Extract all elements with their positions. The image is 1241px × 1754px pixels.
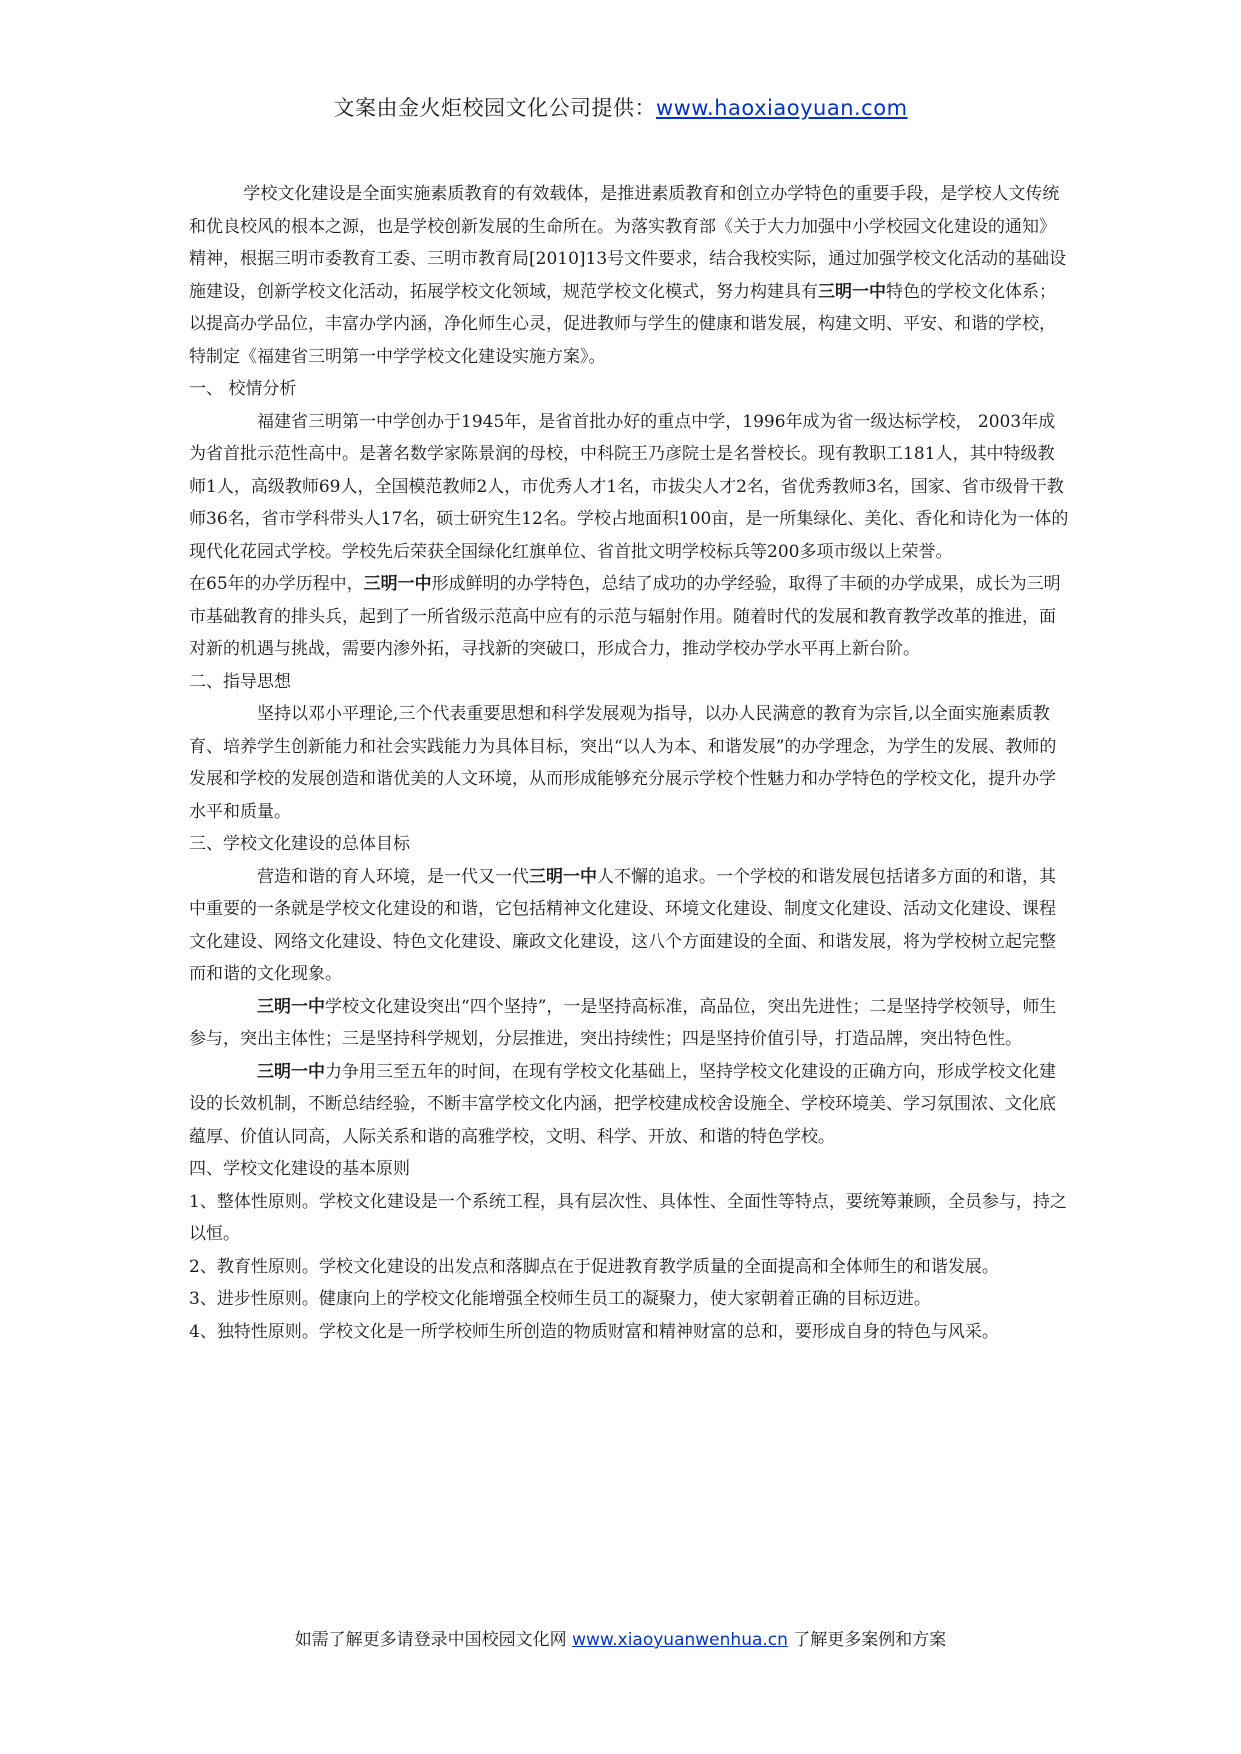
brand-name: 三明一中: [818, 281, 886, 302]
footer-text-suffix: 了解更多案例和方案: [787, 1630, 947, 1650]
principle-item-4: 4、独特性原则。学校文化是一所学校师生所创造的物质财富和精神财富的总和，要形成自身的特色与风采。: [189, 1321, 999, 1342]
section3-paragraph-3: [189, 1056, 1069, 1154]
section3-text-a: 营造和谐的育人环境，是一代又一代: [257, 866, 529, 887]
section-heading-3: 三、学校文化建设的总体目标: [189, 834, 410, 854]
footer-text-prefix: 如需了解更多请登录中国校园文化网: [294, 1630, 573, 1650]
brand-name: 三明一中: [529, 866, 597, 887]
principle-item-2: 2、教育性原则。学校文化建设的出发点和落脚点在于促进教育教学质量的全面提高和全体师生的和谐发展。: [189, 1256, 999, 1277]
header-link[interactable]: www.haoxiaoyuan.com: [655, 96, 908, 120]
brand-name: 三明一中: [363, 574, 432, 594]
section1-text-a: 在65年的办学历程中，: [189, 574, 364, 594]
section1-paragraph-1: 福建省三明第一中学创办于1945年，是省首批办好的重点中学，1996年成为省一级达标学校， 2003年成为省首批示范性高中。是著名数学家陈景润的母校，中科院王乃彦院士是名誉校长。现有教职工181人，其中特级教师1人，高级教师69人，全国模范教师2人，市优秀人才1名，市拔尖人才2名，省优秀教师3名，国家、省市级骨干教师36名，省市学科带头人17名，硕士研究生12名。学校占地面积100亩，是一所集绿化、美化、香化和诗化为一体的现代化花园式学校。学校先后荣获全国绿化红旗单位、省首批文明学校标兵等200多项市级以上荣誉。: [189, 411, 1069, 562]
section2-paragraph-1: 坚持以邓小平理论,三个代表重要思想和科学发展观为指导，以办人民满意的教育为宗旨,以全面实施素质教育、培养学生创新能力和社会实践能力为具体目标，突出“以人为本、和谐发展”的办学理念，为学生的发展、教师的发展和学校的发展创造和谐优美的人文环境，从而形成能够充分展示学校个性魅力和办学特色的学校文化，提升办学水平和质量。: [189, 704, 1057, 822]
intro-paragraph: [189, 178, 1069, 373]
section3-paragraph-2: [189, 991, 1069, 1056]
brand-name: 三明一中: [257, 996, 325, 1017]
section3-text-c: 学校文化建设突出“四个坚持”，一是坚持高标准，高品位，突出先进性；二是坚持学校领导，师生参与，突出主体性；三是坚持科学规划，分层推进，突出持续性；四是坚持价值引导，打造品牌，突出特色性。: [189, 996, 1057, 1049]
principle-item-1: 1、整体性原则。学校文化建设是一个系统工程，具有层次性、具体性、全面性等特点，要统筹兼顾，全员参与，持之以恒。: [189, 1191, 1067, 1244]
page-header: [0, 92, 1241, 122]
document-body: [189, 178, 1069, 1348]
footer-link[interactable]: www.xiaoyuanwenhua.cn: [572, 1630, 788, 1650]
section-heading-4: 四、学校文化建设的基本原则: [189, 1159, 410, 1179]
intro-text-a: 学校文化建设是全面实施素质教育的有效载体，是推进素质教育和创立办学特色的重要手段，是学校人文传统和优良校风的根本之源，也是学校创新发展的生命所在。为落实教育部《关于大力加强中小学校园文化建设的通知》精神，根据三明市委教育工委、三明市教育局[2010]13号文件要求，结合我校实际，通过加强学校文化活动的基础设施建设，创新学校文化活动，拓展学校文化领域，规范学校文化模式，努力构建具有: [189, 184, 1067, 302]
header-text: 文案由金火炬校园文化公司提供：: [333, 96, 656, 120]
section1-text-b: 形成鲜明的办学特色，总结了成功的办学经验，取得了丰硕的办学成果，成长为三明市基础教育的排头兵，起到了一所省级示范高中应有的示范与辐射作用。随着时代的发展和教育教学改革的推进，面对新的机遇与挑战，需要内渗外拓，寻找新的突破口，形成合力，推动学校办学水平再上新台阶。: [189, 574, 1061, 659]
section3-paragraph-1: [189, 861, 1069, 991]
page-footer: [0, 1625, 1241, 1650]
section-heading-1: 一、 校情分析: [189, 379, 297, 399]
section3-text-b: 人不懈的追求。一个学校的和谐发展包括诸多方面的和谐，其中重要的一条就是学校文化建设的和谐，它包括精神文化建设、环境文化建设、制度文化建设、活动文化建设、课程文化建设、网络文化建设、特色文化建设、廉政文化建设，这八个方面建设的全面、和谐发展，将为学校树立起完整而和谐的文化现象。: [189, 866, 1056, 984]
section3-text-d: 力争用三至五年的时间，在现有学校文化基础上，坚持学校文化建设的正确方向，形成学校文化建设的长效机制，不断总结经验，不断丰富学校文化内涵，把学校建成校舍设施全、学校环境美、学习氛围浓、文化底蕴厚、价值认同高，人际关系和谐的高雅学校，文明、科学、开放、和谐的特色学校。: [189, 1061, 1056, 1147]
section1-paragraph-2: [189, 568, 1069, 666]
intro-text-b: 特色的学校文化体系；以提高办学品位，丰富办学内涵，净化师生心灵，促进教师与学生的健康和谐发展，构建文明、平安、和谐的学校，特制定《福建省三明第一中学学校文化建设实施方案》。: [189, 281, 1056, 367]
brand-name: 三明一中: [257, 1061, 325, 1082]
principle-item-3: 3、进步性原则。健康向上的学校文化能增强全校师生员工的凝聚力，使大家朝着正确的目标迈进。: [189, 1289, 931, 1309]
section-heading-2: 二、指导思想: [189, 671, 291, 692]
